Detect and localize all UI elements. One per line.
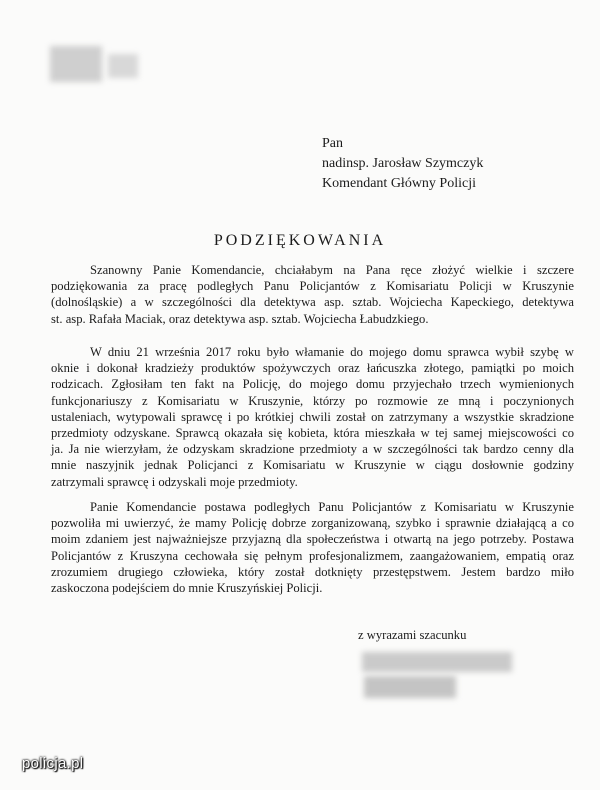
paragraph-line: mnie naszyjnik jednak Policjanci z Komisariatu w Kruszynie w ciągu dosłownie godziny [51,458,574,473]
recipient-line-2: nadinsp. Jarosław Szymczyk [322,156,484,171]
paragraph-line: (dolnośląskie) a w szczególności dla detektywa asp. sztab. Wojciecha Kapeckiego, detektywa [51,295,574,310]
paragraph-line: st. asp. Rafała Maciak, oraz detektywa asp. sztab. Wojciecha Łabudzkiego. [51,311,429,326]
paragraph-line: moim zdaniem jest najważniejsze przyjazną dla społeczeństwa i otwartą na jego potrzeby. Postawa [51,532,574,547]
paragraph-line: rodzicach. Zgłosiłam ten fakt na Policję, do mojego domu przyjechało trzech wymienionych [51,377,574,392]
paragraph-line: funkcjonariuszy z Komisariatu w Kruszynie, którzy po rozmowie ze mną i poczynionych [51,393,574,408]
paragraph-line: ja. Ja nie wierzyłam, że odzyskam skradzione przedmioty a w szczególności tak bardzo cenny dla [51,442,574,457]
paragraph-line: zatrzymali sprawcę i odzyskali moje przedmioty. [51,474,298,489]
paragraph-line: przedmioty odzyskane. Sprawcą okazała się kobieta, która mieszkała w tej samej miejscowości co [51,426,574,441]
paragraph-line: W dniu 21 września 2017 roku było włamanie do mojego domu sprawca wybił szybę w [90,345,574,359]
redacted-signature [364,676,456,698]
paragraph-line: Szanowny Panie Komendancie, chciałabym na Pana ręce złożyć wielkie i szczere [90,263,574,277]
closing-salutation: z wyrazami szacunku [358,628,467,642]
redacted-sender-address [50,46,102,82]
paragraph-line: podziękowania za pracę podległych Panu Policjantów z Komisariatu Policji w Kruszynie [51,279,574,294]
recipient-line-1: Pan [322,136,343,151]
redacted-signature-name [362,652,512,672]
paragraph-1 [51,262,574,327]
paragraph-line: pozwoliła mi uwierzyć, że mamy Policję dobrze zorganizowaną, szybko i sprawnie działającą a co [51,516,574,531]
paragraph-2 [51,344,574,490]
letter-title: PODZIĘKOWANIA [213,232,387,249]
paragraph-line: Policjantów z Kruszyna cechowała się pełnym profesjonalizmem, zaangażowaniem, empatią oraz [51,548,574,563]
paragraph-line: zrozumiem drugiego człowieka, który został dotknięty przestępstwem. Jestem bardzo miło [51,564,574,579]
paragraph-3 [51,499,574,596]
policja-watermark: policja.pl [22,755,84,772]
redacted-sender-address-part [108,54,138,78]
paragraph-line: Panie Komendancie postawa podległych Panu Policjantów z Komisariatu w Kruszynie [90,500,574,514]
paragraph-line: oknie i dokonał kradzieży produktów spożywczych oraz łańcuszka złotego, pamiątki po moich [51,361,574,376]
recipient-line-3: Komendant Główny Policji [322,176,476,191]
paragraph-line: ustaleniach, wytypowali sprawcę i po krótkiej chwili został on zatrzymany a wszystkie skradzione [51,409,574,424]
paragraph-line: zaskoczona podejściem do mnie Kruszyńskiej Policji. [51,581,323,596]
